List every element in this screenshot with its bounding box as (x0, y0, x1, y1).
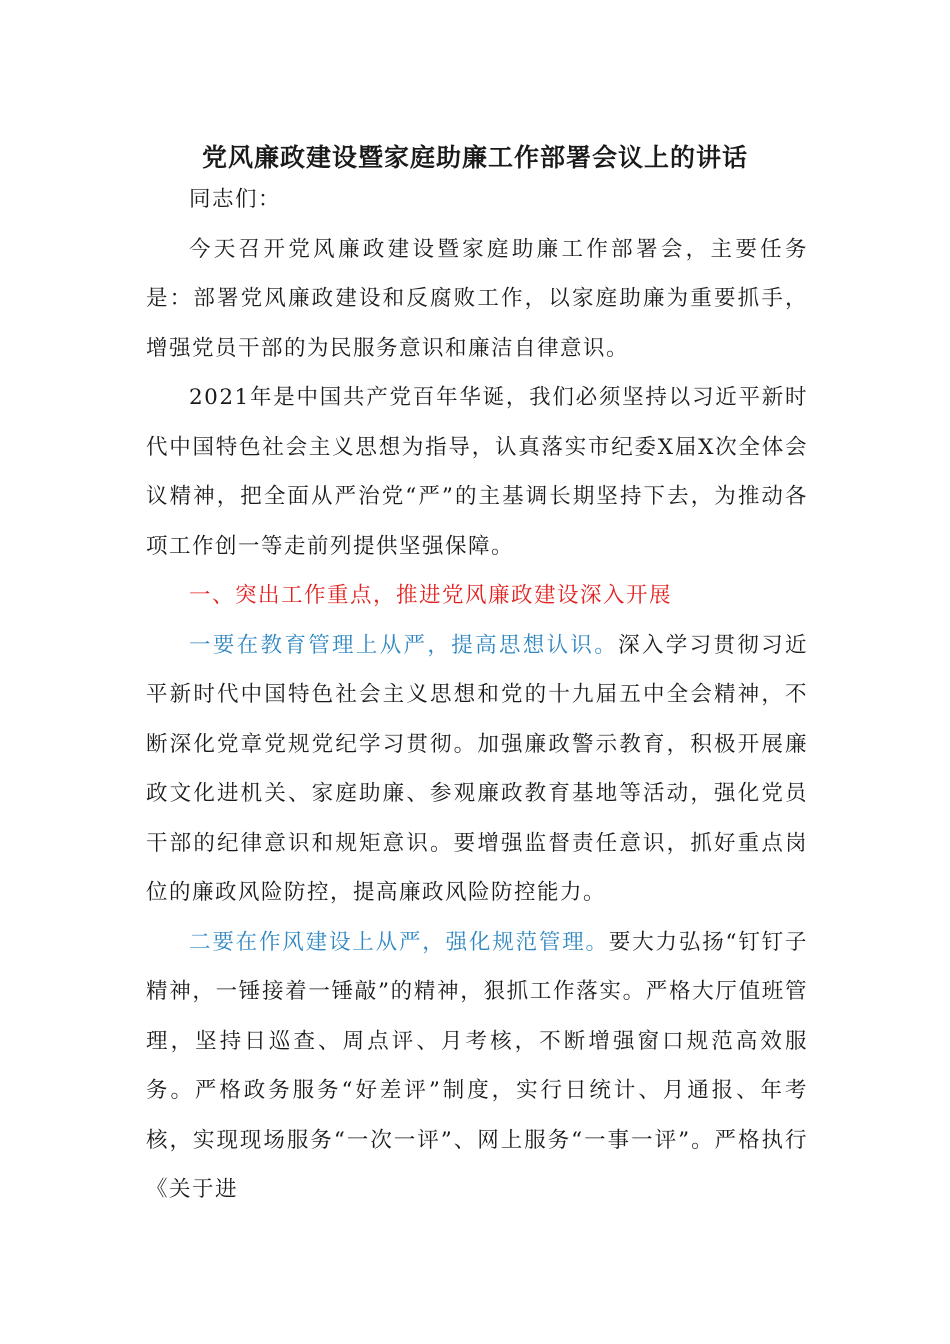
paragraph-intro: 今天召开党风廉政建设暨家庭助廉工作部署会，主要任务是：部署党风廉政建设和反腐败工作，以家庭助廉为重要抓手，增强党员干部的为民服务意识和廉洁自律意识。 (146, 236, 808, 361)
document-title: 党风廉政建设暨家庭助廉工作部署会议上的讲话 (201, 143, 748, 172)
item-text-style: 要大力弘扬“钉钉子精神，一锤接着一锤敲”的精神，狠抓工作落实。严格大厅值班管理，坚持日巡查、周点评、月考核，不断增强窗口规范高效服务。严格政务服务“好差评”制度，实行日统计、月通报、年考核，实现现场服务“一次一评”、网上服务“一事一评”。严格执行《关于进 (146, 929, 808, 1202)
item-lead-style: 二要在作风建设上从严，强化规范管理。 (189, 929, 609, 955)
document-body (146, 175, 808, 1215)
section-item-style (146, 918, 808, 1215)
item-text-education: 深入学习贯彻习近平新时代中国特色社会主义思想和党的十九届五中全会精神，不断深化党章党规党纪学习贯彻。加强廉政警示教育，积极开展廉政文化进机关、家庭助廉、参观廉政教育基地等活动，强化党员干部的纪律意识和规矩意识。要增强监督责任意识，抓好重点岗位的廉政风险防控，提高廉政风险防控能力。 (146, 632, 808, 905)
item-lead-education: 一要在教育管理上从严，提高思想认识。 (189, 632, 619, 658)
section-heading: 一、突出工作重点，推进党风廉政建设深入开展 (189, 583, 673, 608)
salutation: 同志们： (189, 187, 282, 212)
paragraph-context: 2021年是中国共产党百年华诞，我们必须坚持以习近平新时代中国特色社会主义思想为指导，认真落实市纪委X届X次全体会议精神，把全面从严治党“严”的主基调长期坚持下去，为推动各项工作创一等走前列提供坚强保障。 (146, 385, 808, 559)
section-item-education (146, 621, 808, 918)
